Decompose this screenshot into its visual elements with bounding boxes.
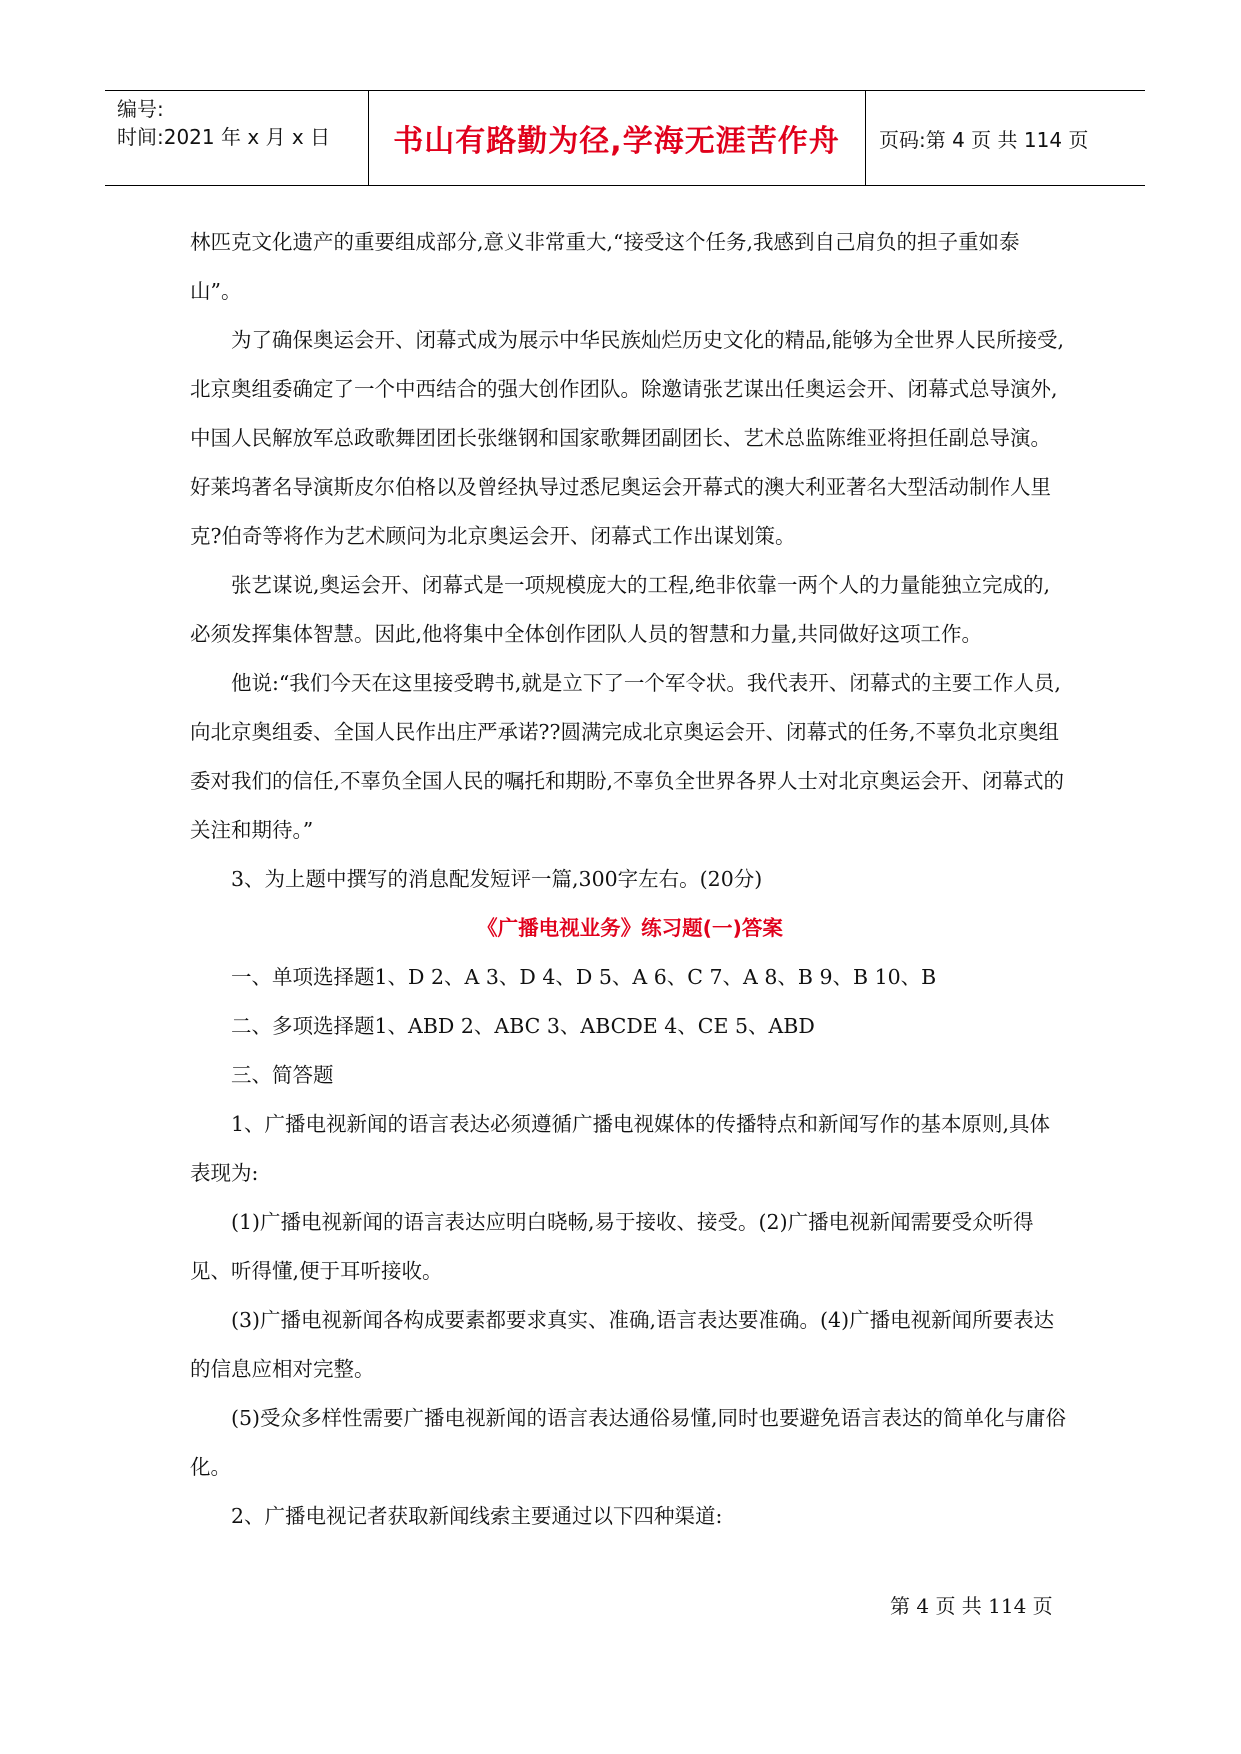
document-header	[105, 90, 1145, 186]
paragraph: 张艺谋说,奥运会开、闭幕式是一项规模庞大的工程,绝非依靠一两个人的力量能独立完成的,必须发挥集体智慧。因此,他将集中全体创作团队人员的智慧和力量,共同做好这项工作。	[190, 573, 1051, 646]
header-right-cell	[865, 91, 1145, 185]
header-page-info: 页码:第 4 页 共 114 页	[879, 128, 1089, 152]
time-label: 时间:2021 年 x 月 x 日	[117, 125, 331, 149]
page-footer-number: 第 4 页 共 114 页	[890, 1594, 1053, 1618]
short-answer-heading: 三、简答题	[231, 1063, 334, 1087]
paragraph: (3)广播电视新闻各构成要素都要求真实、准确,语言表达要准确。(4)广播电视新闻所要表达的信息应相对完整。	[190, 1308, 1055, 1381]
paragraph: 为了确保奥运会开、闭幕式成为展示中华民族灿烂历史文化的精品,能够为全世界人民所接受,北京奥组委确定了一个中西结合的强大创作团队。除邀请张艺谋出任奥运会开、闭幕式总导演外,中国人民解放军总政歌舞团团长张继钢和国家歌舞团副团长、艺术总监陈维亚将担任副总导演。好莱坞著名导演斯皮尔伯格以及曾经执导过悉尼奥运会开幕式的澳大利亚著名大型活动制作人里克?伯奇等将作为艺术顾问为北京奥运会开、闭幕式工作出谋划策。	[190, 328, 1065, 548]
paragraph: 1、广播电视新闻的语言表达必须遵循广播电视媒体的传播特点和新闻写作的基本原则,具体表现为:	[190, 1112, 1051, 1185]
paragraph-continued: 林匹克文化遗产的重要组成部分,意义非常重大,“接受这个任务,我感到自己肩负的担子重如泰山”。	[190, 230, 1020, 303]
paragraph: (1)广播电视新闻的语言表达应明白晓畅,易于接收、接受。(2)广播电视新闻需要受众听得见、听得懂,便于耳听接收。	[190, 1210, 1034, 1283]
number-label: 编号:	[117, 97, 164, 121]
paragraph: (5)受众多样性需要广播电视新闻的语言表达通俗易懂,同时也要避免语言表达的简单化与庸俗化。	[190, 1406, 1067, 1479]
answer-section-title: 《广播电视业务》练习题(一)答案	[477, 916, 783, 940]
question-3: 3、为上题中撰写的消息配发短评一篇,300字左右。(20分)	[231, 867, 763, 891]
header-middle-cell	[368, 91, 866, 185]
paragraph: 2、广播电视记者获取新闻线索主要通过以下四种渠道:	[231, 1504, 723, 1528]
multiple-choice-answers: 二、多项选择题1、ABD 2、ABC 3、ABCDE 4、CE 5、ABD	[231, 1014, 815, 1038]
single-choice-answers: 一、单项选择题1、D 2、A 3、D 4、D 5、A 6、C 7、A 8、B 9、B 10、B	[231, 965, 937, 989]
document-body	[190, 218, 1070, 1541]
paragraph: 他说:“我们今天在这里接受聘书,就是立下了一个军令状。我代表开、闭幕式的主要工作人员,向北京奥组委、全国人民作出庄严承诺??圆满完成北京奥运会开、闭幕式的任务,不辜负北京奥组委对我们的信任,不辜负全国人民的嘱托和期盼,不辜负全世界各界人士对北京奥运会开、闭幕式的关注和期待。”	[190, 671, 1065, 842]
header-left-cell	[105, 91, 369, 185]
header-motto: 书山有路勤为径,学海无涯苦作舟	[393, 124, 840, 159]
